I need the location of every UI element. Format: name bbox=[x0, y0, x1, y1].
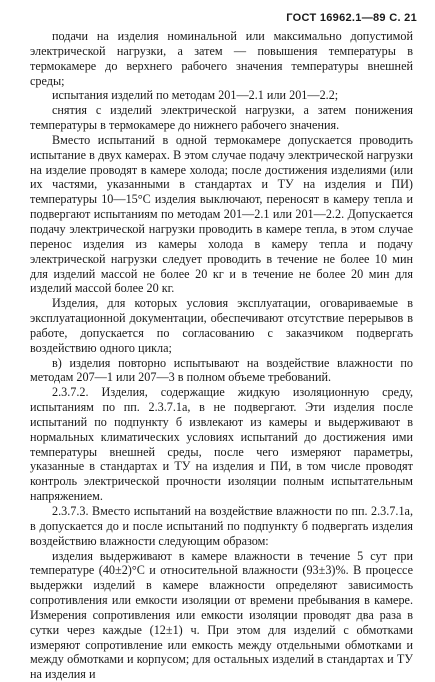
paragraph-9: изделия выдерживают в камере влажности в течение 5 сут при температуре (40±2)°С и относительной влажности (93±3)%. В процессе выдержки изделий в камере влажности определяют зависимость сопротивления или емкости изоляции от времени пребывания в камере. Измерения сопротивления или емкости изоляции проводят два раза в сутки через каждые (12±1) ч. При этом для изделий с обмотками измеряют сопротивление или емкость между отдельными обмотками и между обмотками и корпусом; для остальных изделий в стандартах и ТУ на изделия и bbox=[30, 548, 413, 682]
paragraph-6: в) изделия повторно испытывают на воздействие влажности по методам 207—1 или 207—3 в полном объеме требований. bbox=[30, 355, 413, 385]
paragraph-1: подачи на изделия номинальной или максимально допустимой электрической нагрузки, а затем — повышения температуры в термокамере до верхнего рабочего значения температуры внешней среды; bbox=[30, 29, 413, 88]
paragraph-2: испытания изделий по методам 201—2.1 или 201—2.2; bbox=[52, 88, 339, 103]
paragraph-5: Изделия, для которых условия эксплуатации, оговариваемые в эксплуатационной документации, обеспечивают отсутствие перерывов в работе, допускается по согласованию с заказчиком подвергать воздействию одного цикла; bbox=[30, 296, 413, 355]
paragraph-8: 2.3.7.3. Вместо испытаний на воздействие влажности по пп. 2.3.7.1а, в допускается до и после испытаний по подпункту б подвергать изделия воздействию влажности следующим образом: bbox=[30, 504, 413, 548]
page-header: ГОСТ 16962.1—89 С. 21 bbox=[286, 12, 417, 24]
page-content bbox=[30, 29, 413, 682]
paragraph-7: 2.3.7.2. Изделия, содержащие жидкую изоляционную среду, испытаниям по пп. 2.3.7.1а, в не подвергают. Эти изделия после испытаний по подпункту б извлекают из камеры и выдерживают в нормальных климатических условиях испытаний до достижения ими температуры внешней среды, после чего измеряют параметры, указанные в стандартах и ТУ на изделия и ПИ, в том числе проводят контроль электрической прочности изоляции полным испытательным напряжением. bbox=[30, 385, 413, 504]
paragraph-3: снятия с изделий электрической нагрузки, а затем понижения температуры в термокамере до нижнего рабочего значения. bbox=[30, 103, 413, 133]
paragraph-4: Вместо испытаний в одной термокамере допускается проводить испытание в двух камерах. В этом случае подачу электрической нагрузки на изделие проводят в камере холода; после достижения изделиями (или их частями, указанными в стандартах и ТУ на изделия и ПИ) температуры 10—15°С изделия выключают, переносят в камеру тепла и подвергают испытаниям по методам 201—2.1 или 201—2.2. Допускается подачу электрической нагрузки проводить в камере тепла, в этом случае перенос изделия из камеры холода в камеру тепла и подачу электрической нагрузки следует проводить в течение не более 10 мин для изделий массой не более 20 кг и в течение не более 20 мин для изделий массой более 20 кг. bbox=[30, 132, 413, 296]
